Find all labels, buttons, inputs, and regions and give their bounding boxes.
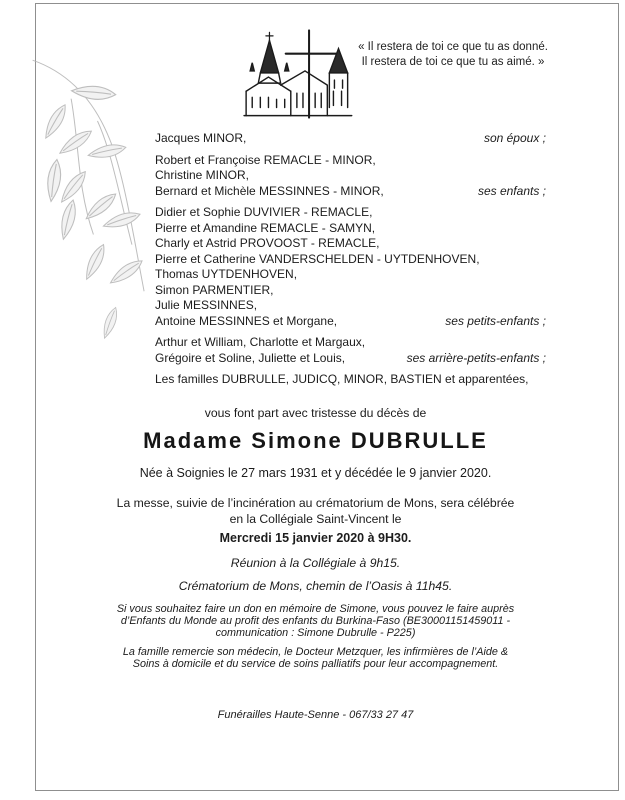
relation-label: son époux ; <box>483 131 546 145</box>
family-row <box>155 184 546 200</box>
leaf-branch-illustration <box>26 46 174 350</box>
family-row <box>155 153 546 169</box>
family-row <box>155 221 546 237</box>
church-illustration <box>238 26 372 124</box>
family-name: Les familles DUBRULLE, JUDICQ, MINOR, BASTIEN et apparentées, <box>155 372 529 386</box>
family-name: Robert et Françoise REMACLE - MINOR, <box>155 152 376 167</box>
family-row <box>155 372 546 388</box>
ceremony-date: Mercredi 15 janvier 2020 à 9H30. <box>219 531 412 545</box>
family-group-great-grandchildren <box>155 335 546 366</box>
announcement-intro: vous font part avec tristesse du décès de <box>204 406 427 420</box>
thanks-line: Soins à domicile et du service de soins palliatifs pour leur accompagnement. <box>132 657 499 670</box>
family-name: Antoine MESSINNES et Morgane, <box>155 313 338 328</box>
family-row <box>155 205 546 221</box>
donation-note <box>40 604 591 639</box>
family-group-spouse <box>155 131 546 147</box>
family-group-grandchildren <box>155 205 546 329</box>
crematorium-line: Crématorium de Mons, chemin de l’Oasis à 11h45. <box>178 579 453 593</box>
meeting-line: Réunion à la Collégiale à 9h15. <box>230 556 401 570</box>
family-row <box>155 267 546 283</box>
family-row <box>155 335 546 351</box>
family-row <box>155 351 546 367</box>
family-name: Arthur et William, Charlotte et Margaux, <box>155 335 366 349</box>
funeral-home-line: Funérailles Haute-Senne - 067/33 27 47 <box>217 709 414 721</box>
family-row <box>155 131 546 147</box>
relation-label: ses enfants ; <box>477 183 546 198</box>
family-group-children <box>155 153 546 200</box>
family-name: Christine MINOR, <box>155 168 250 182</box>
deceased-name: Madame Simone DUBRULLE <box>143 428 488 453</box>
quote-line: Il restera de toi ce que tu as aimé. » <box>361 56 545 68</box>
family-name: Jacques MINOR, <box>155 131 247 145</box>
memorial-quote <box>356 40 550 70</box>
thanks-note <box>40 647 591 671</box>
family-name: Charly et Astrid PROVOOST - REMACLE, <box>155 236 380 250</box>
family-name: Julie MESSINNES, <box>155 298 258 312</box>
family-name: Didier et Sophie DUVIVIER - REMACLE, <box>155 205 373 219</box>
family-name: Simon PARMENTIER, <box>155 282 274 297</box>
birth-death-line: Née à Soignies le 27 mars 1931 et y décédée le 9 janvier 2020. <box>139 466 492 480</box>
family-list <box>155 131 546 394</box>
quote-line: « Il restera de toi ce que tu as donné. <box>358 41 548 53</box>
family-name: Pierre et Amandine REMACLE - SAMYN, <box>155 220 376 235</box>
family-group-families <box>155 372 546 388</box>
family-row <box>155 314 546 330</box>
relation-label: ses petits-enfants ; <box>445 313 546 328</box>
donation-line: d’Enfants du Monde au profit des enfants du Burkina-Faso (BE30001151459011 - <box>120 614 511 627</box>
mass-line: en la Collégiale Saint-Vincent le <box>229 511 402 526</box>
thanks-line: La famille remercie son médecin, le Docteur Metzquer, les infirmières de l’Aide & <box>122 646 509 658</box>
family-name: Pierre et Catherine VANDERSCHELDEN - UYTDENHOVEN, <box>155 251 480 266</box>
family-row <box>155 236 546 252</box>
donation-line: communication : Simone Dubrulle - P225) <box>215 626 416 639</box>
family-name: Thomas UYTDENHOVEN, <box>155 267 298 281</box>
donation-line: Si vous souhaitez faire un don en mémoire de Simone, vous pouvez le faire auprès <box>116 603 515 615</box>
family-name: Grégoire et Soline, Juliette et Louis, <box>155 350 346 365</box>
family-row <box>155 298 546 314</box>
family-row <box>155 168 546 184</box>
mass-details <box>40 496 591 527</box>
family-name: Bernard et Michèle MESSINNES - MINOR, <box>155 183 384 198</box>
relation-label: ses arrière-petits-enfants ; <box>406 350 546 365</box>
mass-line: La messe, suivie de l’incinération au crématorium de Mons, sera célébrée <box>116 496 515 510</box>
family-row <box>155 283 546 299</box>
family-row <box>155 252 546 268</box>
